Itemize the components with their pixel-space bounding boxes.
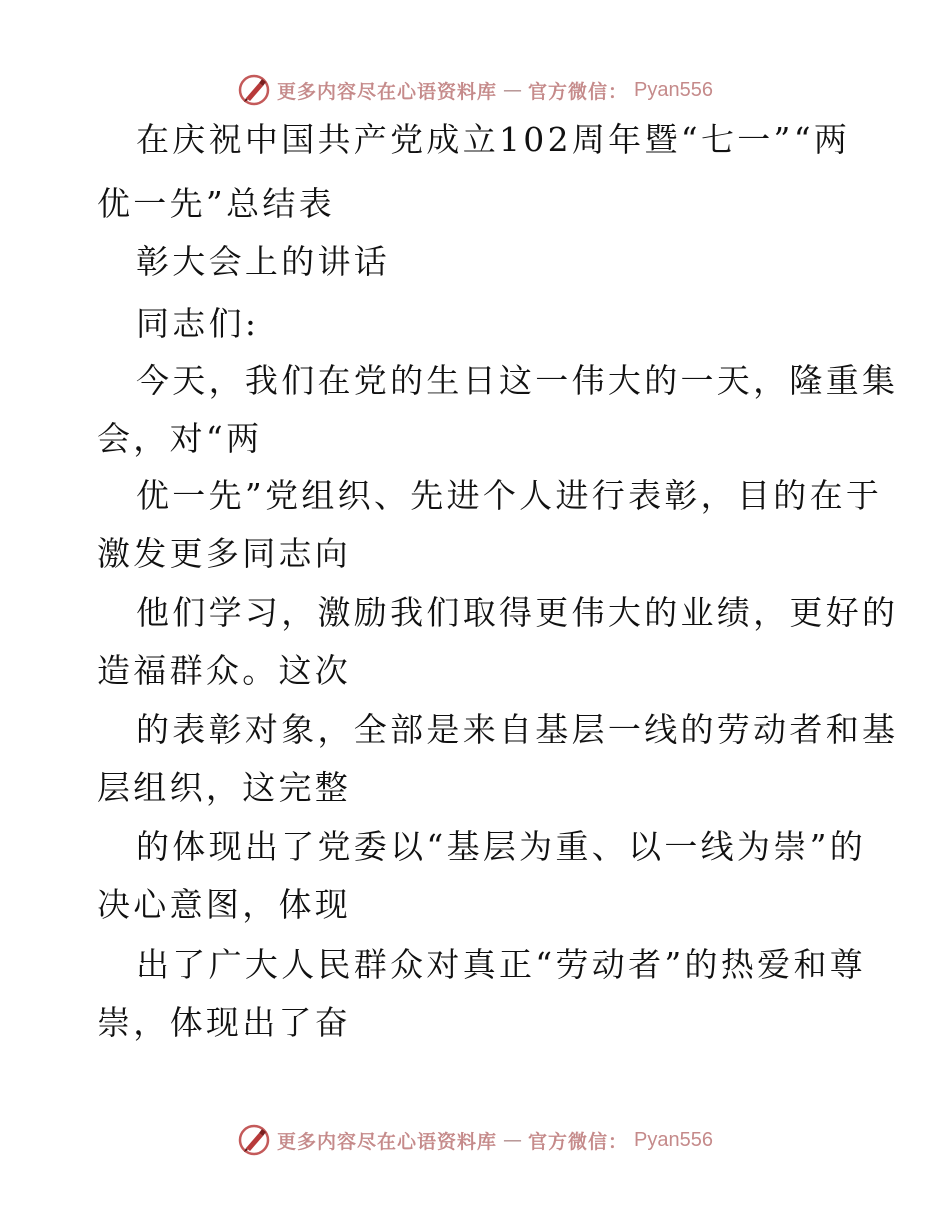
document-line: 决心意图，体现 [97,885,352,924]
watermark-wechat-id: Pyan556 [634,78,713,101]
watermark-site-text: 更多内容尽在心语资料库 [277,1130,498,1153]
watermark-wechat-label: 官方微信： [528,1130,629,1153]
watermark-separator: — [503,1129,523,1151]
document-line: 激发更多同志向 [97,534,352,573]
watermark-separator: — [503,79,523,101]
document-line: 同志们: [136,304,260,343]
document-line: 彰大会上的讲话 [136,242,391,281]
document-line: 崇，体现出了奋 [97,1003,352,1042]
watermark-wechat-label: 官方微信： [528,80,629,103]
footer-watermark [0,1120,950,1160]
pen-logo-icon [237,1123,271,1157]
document-line: 出了广大人民群众对真正“劳动者”的热爱和尊 [136,945,867,984]
document-line: 优一先”党组织、先进个人进行表彰，目的在于 [136,476,883,515]
watermark-site-text: 更多内容尽在心语资料库 [277,80,498,103]
document-line: 优一先”总结表 [97,184,335,223]
pen-logo-icon [237,73,271,107]
document-line: 的表彰对象，全部是来自基层一线的劳动者和基 [136,710,899,749]
document-line: 他们学习，激励我们取得更伟大的业绩，更好的 [136,593,899,632]
document-line: 层组织，这完整 [97,768,352,807]
document-line: 造福群众。这次 [97,651,352,690]
document-line: 在庆祝中国共产党成立102周年暨“七一”“两 [136,120,851,159]
header-watermark [0,70,950,110]
document-line: 的体现出了党委以“基层为重、以一线为崇”的 [136,827,867,866]
document-line: 今天，我们在党的生日这一伟大的一天，隆重集 [136,361,899,400]
document-line: 会，对“两 [97,419,263,458]
watermark-wechat-id: Pyan556 [634,1128,713,1151]
